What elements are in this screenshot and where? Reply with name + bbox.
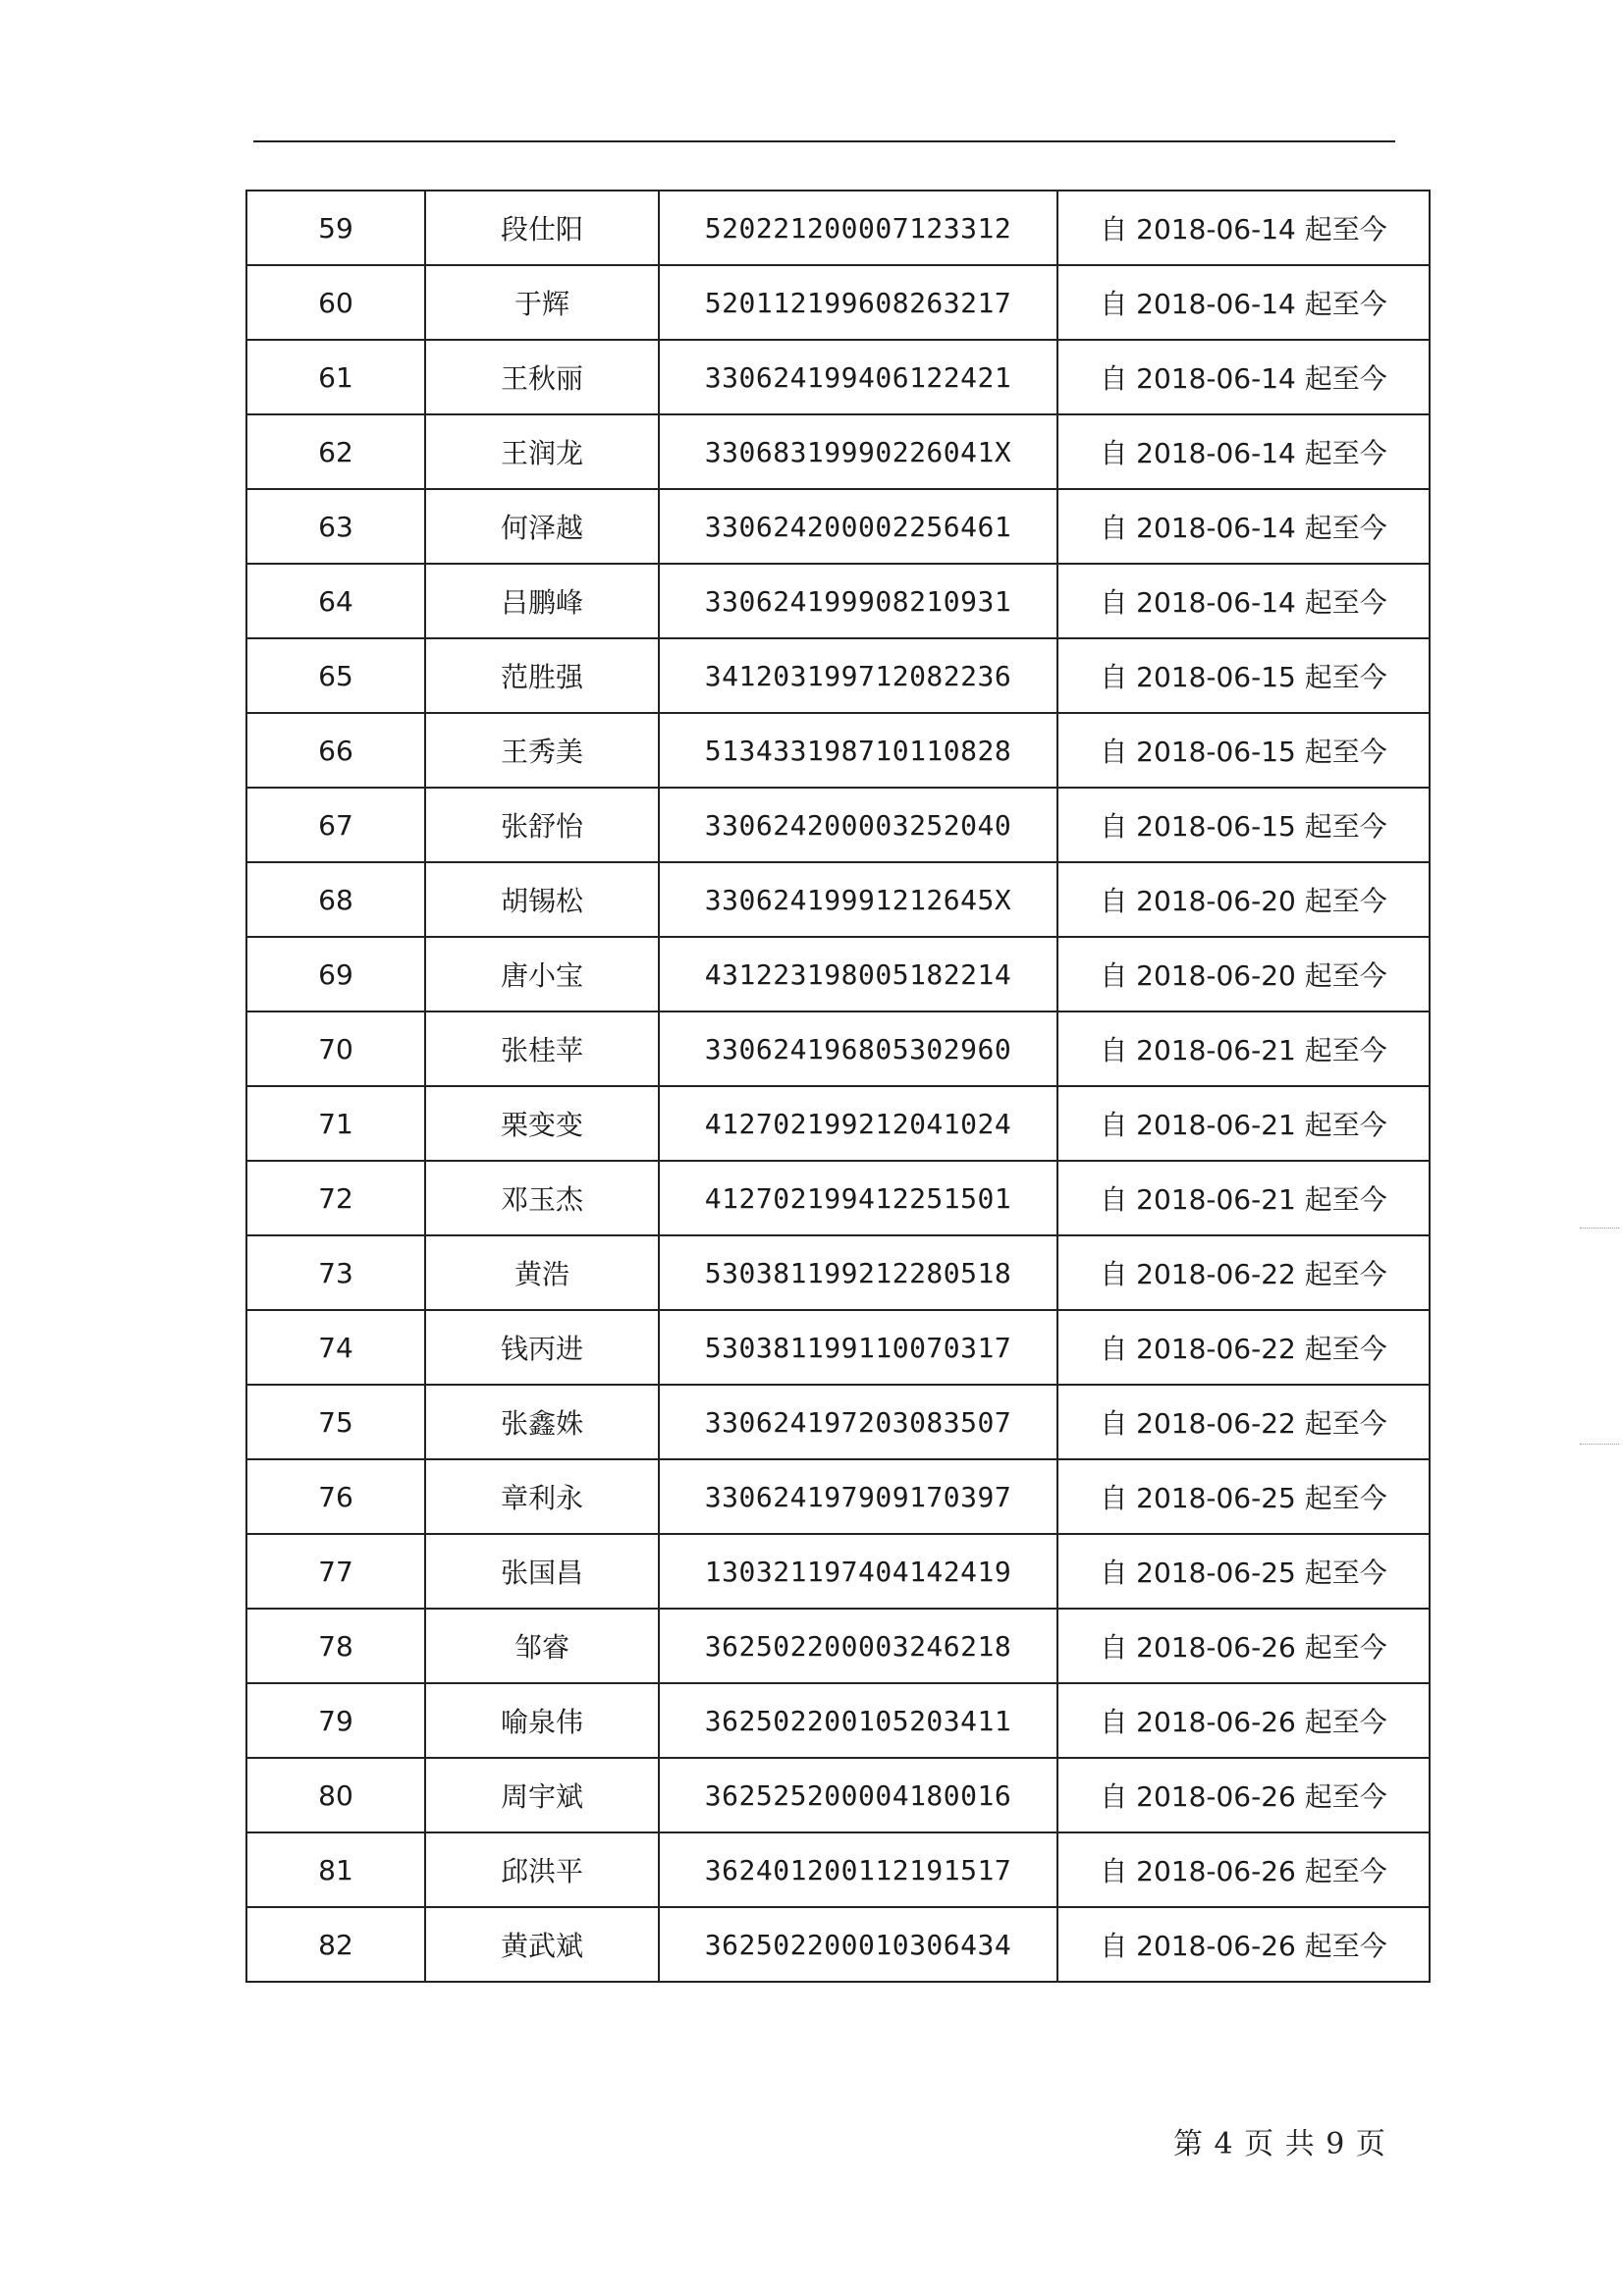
row-number-cell: 69 (246, 937, 425, 1011)
row-number-cell: 78 (246, 1609, 425, 1683)
period-cell: 自 2018-06-21 起至今 (1057, 1086, 1430, 1161)
id-number-cell: 520221200007123312 (659, 191, 1057, 265)
table-row (246, 1609, 1430, 1683)
period-cell: 自 2018-06-26 起至今 (1057, 1683, 1430, 1758)
row-number-cell: 73 (246, 1235, 425, 1310)
table-row (246, 1310, 1430, 1385)
person-name-cell: 周宇斌 (425, 1758, 659, 1832)
row-number-cell: 64 (246, 564, 425, 638)
period-cell: 自 2018-06-15 起至今 (1057, 788, 1430, 862)
person-name-cell: 邱洪平 (425, 1832, 659, 1907)
row-number-cell: 68 (246, 862, 425, 937)
period-cell: 自 2018-06-20 起至今 (1057, 862, 1430, 937)
table-row (246, 1683, 1430, 1758)
table-row (246, 265, 1430, 340)
period-cell: 自 2018-06-15 起至今 (1057, 638, 1430, 713)
period-cell: 自 2018-06-14 起至今 (1057, 414, 1430, 489)
table-row (246, 1907, 1430, 1982)
person-name-cell: 张国昌 (425, 1534, 659, 1609)
table-row (246, 1011, 1430, 1086)
table-row (246, 1161, 1430, 1235)
id-number-cell: 33068319990226041X (659, 414, 1057, 489)
table-row (246, 638, 1430, 713)
row-number-cell: 77 (246, 1534, 425, 1609)
person-name-cell: 钱丙进 (425, 1310, 659, 1385)
page-indicator: 第 4 页 共 9 页 (1173, 2127, 1386, 2161)
id-number-cell: 330624200002256461 (659, 489, 1057, 564)
id-number-cell: 330624196805302960 (659, 1011, 1057, 1086)
person-name-cell: 黄武斌 (425, 1907, 659, 1982)
table-row (246, 564, 1430, 638)
person-name-cell: 段仕阳 (425, 191, 659, 265)
row-number-cell: 80 (246, 1758, 425, 1832)
period-cell: 自 2018-06-14 起至今 (1057, 489, 1430, 564)
id-number-cell: 330624199908210931 (659, 564, 1057, 638)
table-row (246, 713, 1430, 788)
row-number-cell: 72 (246, 1161, 425, 1235)
table-row (246, 414, 1430, 489)
row-number-cell: 65 (246, 638, 425, 713)
period-cell: 自 2018-06-22 起至今 (1057, 1235, 1430, 1310)
period-cell: 自 2018-06-26 起至今 (1057, 1832, 1430, 1907)
row-number-cell: 62 (246, 414, 425, 489)
id-number-cell: 520112199608263217 (659, 265, 1057, 340)
period-cell: 自 2018-06-14 起至今 (1057, 265, 1430, 340)
id-number-cell: 341203199712082236 (659, 638, 1057, 713)
person-name-cell: 邹睿 (425, 1609, 659, 1683)
table-row (246, 1832, 1430, 1907)
period-cell: 自 2018-06-15 起至今 (1057, 713, 1430, 788)
period-cell: 自 2018-06-20 起至今 (1057, 937, 1430, 1011)
roster-table (245, 190, 1431, 1983)
header-rule (253, 140, 1395, 142)
id-number-cell: 513433198710110828 (659, 713, 1057, 788)
id-number-cell: 362502200010306434 (659, 1907, 1057, 1982)
scan-artifact (1580, 1228, 1619, 1229)
roster-table-body (246, 191, 1430, 1982)
person-name-cell: 唐小宝 (425, 937, 659, 1011)
table-row (246, 1758, 1430, 1832)
id-number-cell: 330624197203083507 (659, 1385, 1057, 1459)
person-name-cell: 张桂苹 (425, 1011, 659, 1086)
scan-artifact (1580, 1444, 1619, 1445)
id-number-cell: 33062419991212645X (659, 862, 1057, 937)
id-number-cell: 330624200003252040 (659, 788, 1057, 862)
person-name-cell: 于辉 (425, 265, 659, 340)
person-name-cell: 王秀美 (425, 713, 659, 788)
row-number-cell: 76 (246, 1459, 425, 1534)
id-number-cell: 530381199212280518 (659, 1235, 1057, 1310)
row-number-cell: 71 (246, 1086, 425, 1161)
period-cell: 自 2018-06-26 起至今 (1057, 1758, 1430, 1832)
table-row (246, 1086, 1430, 1161)
row-number-cell: 82 (246, 1907, 425, 1982)
person-name-cell: 喻泉伟 (425, 1683, 659, 1758)
person-name-cell: 张鑫姝 (425, 1385, 659, 1459)
row-number-cell: 79 (246, 1683, 425, 1758)
id-number-cell: 412702199412251501 (659, 1161, 1057, 1235)
table-row (246, 1235, 1430, 1310)
table-row (246, 788, 1430, 862)
id-number-cell: 362401200112191517 (659, 1832, 1057, 1907)
row-number-cell: 74 (246, 1310, 425, 1385)
period-cell: 自 2018-06-14 起至今 (1057, 564, 1430, 638)
person-name-cell: 章利永 (425, 1459, 659, 1534)
person-name-cell: 邓玉杰 (425, 1161, 659, 1235)
id-number-cell: 330624197909170397 (659, 1459, 1057, 1534)
period-cell: 自 2018-06-22 起至今 (1057, 1385, 1430, 1459)
id-number-cell: 431223198005182214 (659, 937, 1057, 1011)
id-number-cell: 530381199110070317 (659, 1310, 1057, 1385)
table-row (246, 340, 1430, 414)
table-row (246, 1534, 1430, 1609)
table-row (246, 489, 1430, 564)
row-number-cell: 60 (246, 265, 425, 340)
period-cell: 自 2018-06-21 起至今 (1057, 1161, 1430, 1235)
person-name-cell: 栗变变 (425, 1086, 659, 1161)
row-number-cell: 67 (246, 788, 425, 862)
person-name-cell: 王润龙 (425, 414, 659, 489)
person-name-cell: 黄浩 (425, 1235, 659, 1310)
period-cell: 自 2018-06-26 起至今 (1057, 1907, 1430, 1982)
id-number-cell: 330624199406122421 (659, 340, 1057, 414)
person-name-cell: 王秋丽 (425, 340, 659, 414)
period-cell: 自 2018-06-21 起至今 (1057, 1011, 1430, 1086)
period-cell: 自 2018-06-26 起至今 (1057, 1609, 1430, 1683)
table-row (246, 862, 1430, 937)
id-number-cell: 412702199212041024 (659, 1086, 1057, 1161)
table-row (246, 1459, 1430, 1534)
person-name-cell: 胡锡松 (425, 862, 659, 937)
table-row (246, 191, 1430, 265)
period-cell: 自 2018-06-14 起至今 (1057, 191, 1430, 265)
row-number-cell: 81 (246, 1832, 425, 1907)
period-cell: 自 2018-06-25 起至今 (1057, 1459, 1430, 1534)
row-number-cell: 63 (246, 489, 425, 564)
row-number-cell: 59 (246, 191, 425, 265)
period-cell: 自 2018-06-22 起至今 (1057, 1310, 1430, 1385)
person-name-cell: 吕鹏峰 (425, 564, 659, 638)
table-row (246, 1385, 1430, 1459)
id-number-cell: 130321197404142419 (659, 1534, 1057, 1609)
person-name-cell: 张舒怡 (425, 788, 659, 862)
row-number-cell: 66 (246, 713, 425, 788)
person-name-cell: 何泽越 (425, 489, 659, 564)
id-number-cell: 362502200105203411 (659, 1683, 1057, 1758)
id-number-cell: 362502200003246218 (659, 1609, 1057, 1683)
period-cell: 自 2018-06-25 起至今 (1057, 1534, 1430, 1609)
row-number-cell: 61 (246, 340, 425, 414)
period-cell: 自 2018-06-14 起至今 (1057, 340, 1430, 414)
id-number-cell: 362525200004180016 (659, 1758, 1057, 1832)
row-number-cell: 75 (246, 1385, 425, 1459)
row-number-cell: 70 (246, 1011, 425, 1086)
person-name-cell: 范胜强 (425, 638, 659, 713)
table-row (246, 937, 1430, 1011)
